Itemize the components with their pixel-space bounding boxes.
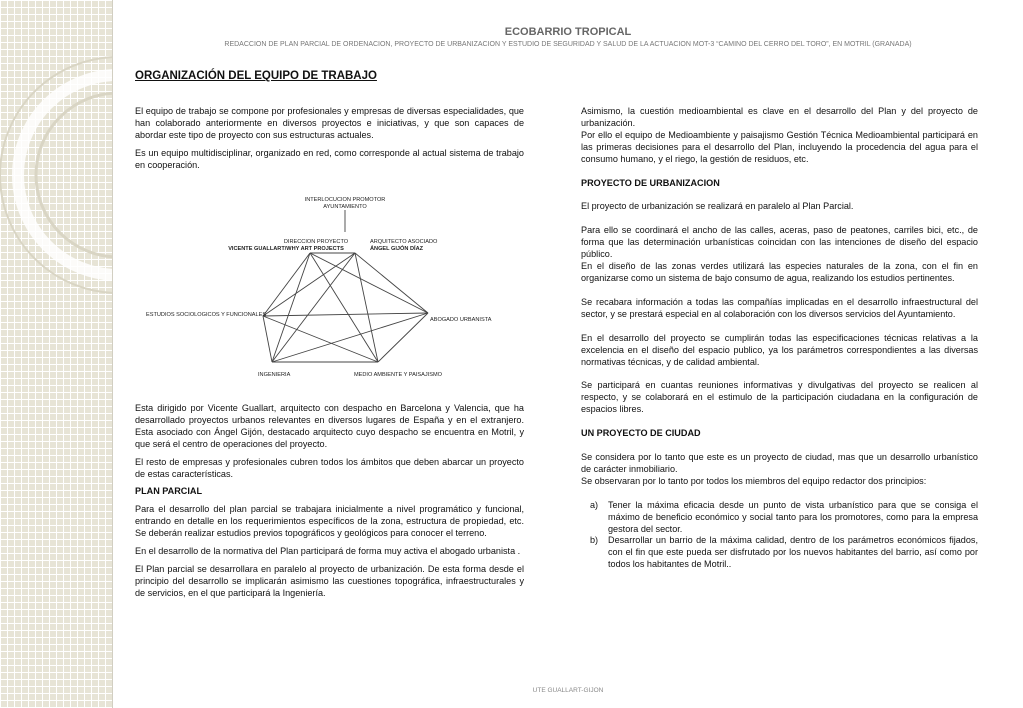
paragraph: El proyecto de urbanización se realizará en paralelo al Plan Parcial. <box>581 201 854 212</box>
team-network-diagram <box>140 191 520 383</box>
list-item-text: Tener la máxima eficacia desde un punto de vista urbanístico para que se consiga el máximo de beneficio económico y social tanto para los promotores, como para la empresa gestora del sector. <box>608 499 978 534</box>
paragraph: Es un equipo multidisciplinar, organizado en red, como corresponde al actual sistema de trabajo en cooperación. <box>135 147 524 170</box>
diagram-label-ingenieria: INGENIERIA <box>258 372 291 378</box>
paragraph: Se observaran por lo tanto por todos los miembros del equipo redactor dos principios: <box>581 475 927 486</box>
subheading-proyecto-ciudad: UN PROYECTO DE CIUDAD <box>581 428 701 439</box>
decorative-side-band <box>0 0 113 708</box>
left-column-top <box>135 106 524 178</box>
paragraph: En el diseño de las zonas verdes utilizará las especies naturales de la zona, con el fin en organizarse como un sistema de bajo consumo de agua, realizando los estudios pertinentes. <box>581 261 978 283</box>
paragraph: Para el desarrollo del plan parcial se trabajara inicialmente a nivel programático y funcional, entrando en detalle en los requerimientos específicos de la zona, estructura de propiedad, etc. Se deberán realizar estudios previos topográficos y geológicos para conocer el terreno. <box>135 504 524 539</box>
section-heading: ORGANIZACIÓN DEL EQUIPO DE TRABAJO <box>135 70 377 82</box>
diagram-label-direccion-role: DIRECCION PROYECTO <box>283 239 349 245</box>
network-lines <box>263 210 428 362</box>
list-item <box>581 535 978 571</box>
list-item <box>581 500 978 536</box>
subheading-proyecto-urbanizacion: PROYECTO DE URBANIZACION <box>581 177 720 188</box>
diagram-label-promotor: INTERLOCUCION PROMOTOR <box>304 197 386 203</box>
document-subtitle: REDACCION DE PLAN PARCIAL DE ORDENACION, PROYECTO DE URBANIZACION Y ESTUDIO DE SEGURIDAD Y SALUD DE LA ACTUACION MOT-3 “CAMINO DEL CERRO DEL TORO”, EN MOTRIL (GRANADA) <box>224 41 912 48</box>
paragraph: Para ello se coordinará el ancho de las calles, aceras, paso de peatones, carriles bici, etc., de forma que las determinación urbanísticas coincidan con las intenciones de diseño del espacio público. <box>581 225 978 260</box>
left-column-bottom <box>135 403 524 606</box>
list-marker: b) <box>590 535 599 546</box>
decorative-arcs <box>0 0 113 708</box>
paragraph: Se considera por lo tanto que este es un proyecto de ciudad, mas que un desarrollo urbanístico de carácter inmobiliario. <box>581 452 978 474</box>
paragraph: El resto de empresas y profesionales cubren todos los ámbitos que deben abarcar un proyecto de estas características. <box>135 456 524 479</box>
paragraph: En el desarrollo de la normativa del Plan participará de forma muy activa el abogado urbanista . <box>135 546 521 557</box>
diagram-label-ayuntamiento: AYUNTAMIENTO <box>323 204 367 210</box>
document-title: ECOBARRIO TROPICAL <box>504 26 632 38</box>
diagram-label-asociado-role: ARQUITECTO ASOCIADO <box>370 239 438 245</box>
diagram-label-asociado-name: ÁNGEL GIJÓN DÍAZ <box>370 246 424 252</box>
diagram-label-estudios: ESTUDIOS SOCIOLOGICOS Y FUNCIONALES <box>146 312 267 318</box>
diagram-label-medio-ambiente: MEDIO AMBIENTE Y PAISAJISMO <box>354 372 442 378</box>
principles-list <box>581 500 978 571</box>
list-marker: a) <box>590 499 599 510</box>
right-column <box>581 106 978 571</box>
paragraph: Por ello el equipo de Medioambiente y paisajismo Gestión Técnica Medioambiental participará en las primeras decisiones para el desarrollo del Plan, incluyendo la procedencia del agua para el consumo humano, y el riego, la gestión de residuos, etc. <box>581 129 978 164</box>
paragraph: El Plan parcial se desarrollara en paralelo al proyecto de urbanización. De esta forma desde el principio del desarrollo se implicarán asimismo las cuestiones topográfica, infraestructurales y de servicios, en el que participará la Ingeniería. <box>135 563 524 598</box>
paragraph: Se participará en cuantas reuniones informativas y divulgativas del proyecto se realicen al respecto, y se colaborará en el estimulo de la participación ciudadana en la configuración de espacios libres. <box>581 380 978 415</box>
paragraph: Se recabara información a todas las compañías implicadas en el desarrollo infraestructural del sector, y se prestará especial en al colaboración con los diversos servicios del Ayuntamiento. <box>581 296 978 319</box>
paragraph: En el desarrollo del proyecto se cumplirán todas las especificaciones técnicas relativas a la excelencia en el diseño del espacio publico, ya los parámetros correspondientes a las diversas normativas técnicas, y de calidad ambiental. <box>581 332 978 367</box>
page-footer: UTE GUALLART-GIJON <box>532 687 604 694</box>
subheading-plan-parcial: PLAN PARCIAL <box>135 486 203 497</box>
diagram-label-abogado: ABOGADO URBANISTA <box>430 317 492 323</box>
paragraph: El equipo de trabajo se compone por profesionales y empresas de diversas especialidades, que han colaborado anteriormente en diversos proyectos e iniciativas, y que son capaces de abordar este tipo de proyecto con sus estructuras actuales. <box>135 106 524 140</box>
paragraph: Esta dirigido por Vicente Guallart, arquitecto con despacho en Barcelona y Valencia, que ha desarrollado proyectos urbanos relevantes en diversos lugares de España y en el extranjero. Esta asociado con Ángel Gijón, destacado arquitecto cuyo despacho se encuentra en Motril, y que será el centro de operaciones del proyecto. <box>135 403 524 449</box>
diagram-label-direccion-name: VICENTE GUALLART/WHY ART PROJECTS <box>228 246 344 252</box>
list-item-text: Desarrollar un barrio de la máxima calidad, dentro de los parámetros económicos fijados, con el fin que este pueda ser disfrutado por los nuevos habitantes del barrio, así como por todos los habitantes de Motril.. <box>608 535 978 570</box>
paragraph: Asimismo, la cuestión medioambiental es clave en el desarrollo del Plan y del proyecto de urbanización. <box>581 106 978 128</box>
